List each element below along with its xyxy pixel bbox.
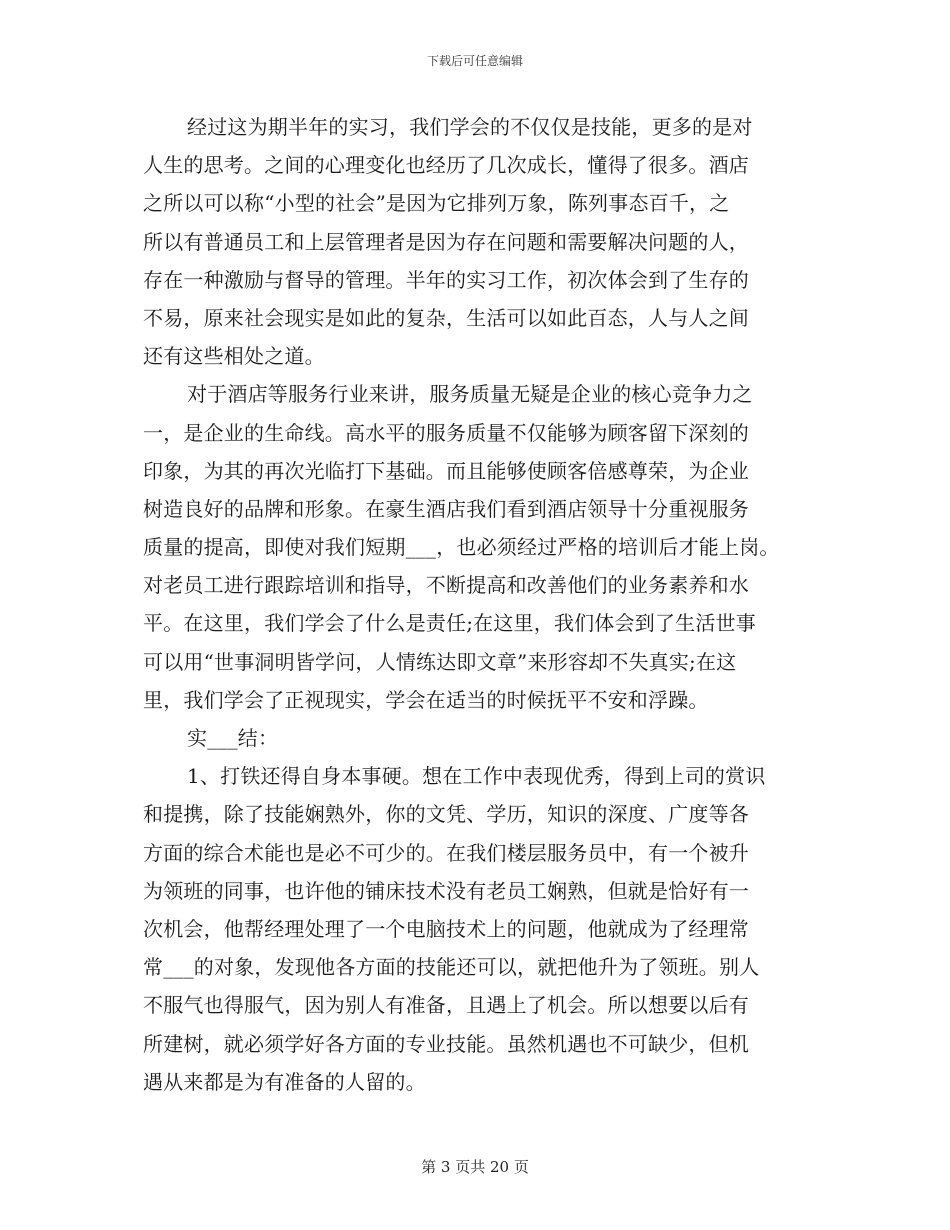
text-line: 遇从来都是为有准备的人留的。	[143, 1069, 426, 1094]
text-line: 不易，原来社会现实是如此的复杂，生活可以如此百态，人与人之间	[143, 305, 749, 330]
text-line: 次机会，他帮经理处理了一个电脑技术上的问题，他就成为了经理常	[143, 916, 749, 941]
text-line: 所以有普通员工和上层管理者是因为存在问题和需要解决问题的人，	[143, 229, 749, 254]
text-line: 经过这为期半年的实习，我们学会的不仅仅是技能，更多的是对	[187, 115, 753, 139]
document-body	[143, 108, 823, 1101]
text-line: 方面的综合术能也是必不可少的。在我们楼层服务员中，有一个被升	[143, 840, 749, 865]
text-line: 之所以可以称“小型的社会”是因为它排列万象，陈列事态百千，之	[143, 191, 730, 216]
text-line: 里，我们学会了正视现实，学会在适当的时候抚平不安和浮躁。	[143, 687, 709, 712]
text-line: 常___的对象，发现他各方面的技能还可以，就把他升为了领班。别人	[143, 955, 760, 980]
text-line: 存在一种激励与督导的管理。半年的实习工作，初次体会到了生存的	[143, 267, 749, 292]
text-line: 为领班的同事，也许他的铺床技术没有老员工娴熟，但就是恰好有一	[143, 878, 749, 903]
text-line: 树造良好的品牌和形象。在豪生酒店我们看到酒店领导十分重视服务	[143, 496, 749, 521]
text-line: 对老员工进行跟踪培训和指导，不断提高和改善他们的业务素养和水	[143, 573, 749, 598]
text-line: 平。在这里，我们学会了什么是责任;在这里，我们体会到了生活世事	[143, 611, 756, 636]
text-line: 1、打铁还得自身本事硬。想在工作中表现优秀，得到上司的赏识	[187, 764, 766, 789]
text-line: 质量的提高，即使对我们短期___，也必须经过严格的培训后才能上岗。	[143, 535, 780, 560]
page-header: 下载后可任意编辑	[426, 54, 523, 68]
text-line: 和提携，除了技能娴熟外，你的文凭、学历，知识的深度、广度等各	[143, 802, 749, 827]
text-line: 所建树，就必须学好各方面的专业技能。虽然机遇也不可缺少，但机	[143, 1031, 749, 1056]
text-line: 可以用“世事洞明皆学问，人情练达即文章”来形容却不失真实;在这	[143, 649, 737, 674]
text-line: 印象，为其的再次光临打下基础。而且能够使顾客倍感尊荣，为企业	[143, 458, 749, 483]
text-line: 一，是企业的生命线。高水平的服务质量不仅能够为顾客留下深刻的	[143, 420, 749, 445]
text-line: 人生的思考。之间的心理变化也经历了几次成长，懂得了很多。酒店	[143, 153, 749, 178]
text-line: 对于酒店等服务行业来讲，服务质量无疑是企业的核心竞争力之	[187, 382, 753, 407]
section-heading: 实___结：	[187, 726, 279, 750]
text-line: 不服气也得服气，因为别人有准备，且遇上了机会。所以想要以后有	[143, 993, 749, 1018]
text-line: 还有这些相处之道。	[143, 344, 325, 369]
page-footer: 第 3 页共 20 页	[421, 1158, 529, 1176]
